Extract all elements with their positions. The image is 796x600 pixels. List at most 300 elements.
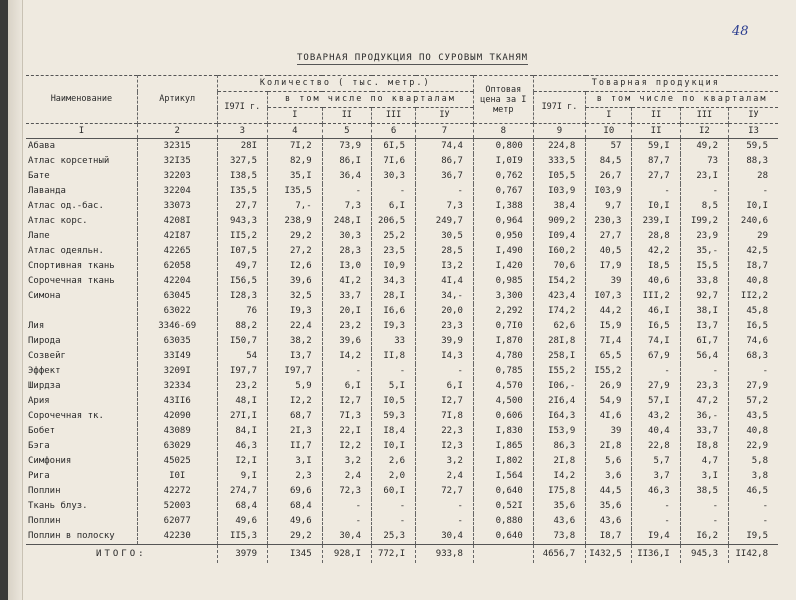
table-row — [26, 454, 778, 469]
cell-value: 6,I — [372, 199, 416, 214]
cell-value: I2,2 — [322, 439, 371, 454]
cell-article: 3346-69 — [137, 319, 217, 334]
cell-value: 2,6 — [372, 454, 416, 469]
cell-value: 26,7 — [586, 169, 632, 184]
cell-name: Бобет — [28, 426, 56, 436]
header-name: Наименование — [50, 94, 113, 104]
cell-value: 25,2 — [372, 229, 416, 244]
header-q3: III — [680, 108, 728, 124]
cell-value: I06,- — [533, 379, 586, 394]
cell-value: 248,I — [322, 214, 371, 229]
cell-value: - — [372, 499, 416, 514]
cell-value: I60,2 — [533, 244, 586, 259]
cell-value: 22,9 — [729, 439, 778, 454]
cell-value: 327,5 — [217, 154, 267, 169]
table-row — [26, 184, 778, 199]
cell-article: 32204 — [137, 184, 217, 199]
cell-value: - — [416, 499, 474, 514]
cell-value: I9,5 — [729, 529, 778, 545]
cell-value: I,870 — [473, 334, 533, 349]
cell-value: 4,500 — [473, 394, 533, 409]
cell-value: 28,5 — [416, 244, 474, 259]
cell-value: 5,8 — [729, 454, 778, 469]
cell-value: 36,7 — [416, 169, 474, 184]
cell-value: 28I — [217, 139, 267, 155]
table-row — [26, 259, 778, 274]
cell-value: 74,4 — [416, 139, 474, 155]
cell-value: 54,9 — [586, 394, 632, 409]
cell-name: Рига — [28, 471, 50, 481]
table-row — [26, 484, 778, 499]
cell-value: 5,7 — [632, 454, 680, 469]
cell-value: 46,3 — [217, 439, 267, 454]
cell-value: 34,- — [416, 289, 474, 304]
cell-value: I8,7 — [729, 259, 778, 274]
cell-value: 59,3 — [372, 409, 416, 424]
cell-value: 47,2 — [680, 394, 728, 409]
cell-value: 68,4 — [217, 499, 267, 514]
cell-name: Атлас од.-бас. — [28, 201, 104, 211]
cell-value: - — [322, 364, 371, 379]
cell-value: I4,2 — [322, 349, 371, 364]
cell-article: 42230 — [137, 529, 217, 545]
cell-value: I07,3 — [586, 289, 632, 304]
table-row — [26, 334, 778, 349]
header-output-year: I97I г. — [533, 92, 586, 124]
cell-value: 29,2 — [268, 529, 323, 545]
cell-value: 36,- — [680, 409, 728, 424]
table-row — [26, 439, 778, 454]
cell-name: Спортивная ткань — [28, 261, 115, 271]
cell-article: 3209I — [137, 364, 217, 379]
cell-value: 43,6 — [533, 514, 586, 529]
cell-value: - — [729, 184, 778, 199]
cell-value: 23,3 — [416, 319, 474, 334]
cell-value: I56,5 — [217, 274, 267, 289]
cell-value: I97,7 — [268, 364, 323, 379]
cell-value: 57 — [586, 139, 632, 155]
cell-value: I3,0 — [322, 259, 371, 274]
cell-value: 27,7 — [586, 229, 632, 244]
cell-value: 72,7 — [416, 484, 474, 499]
cell-value: 3,300 — [473, 289, 533, 304]
cell-value: 909,2 — [533, 214, 586, 229]
header-q4: IУ — [729, 108, 778, 124]
column-number-row — [26, 124, 778, 139]
cell-value: - — [372, 514, 416, 529]
cell-value: 39,6 — [268, 274, 323, 289]
cell-value: 0,950 — [473, 229, 533, 244]
table-row — [26, 304, 778, 319]
total-value — [473, 545, 533, 564]
cell-value: 240,6 — [729, 214, 778, 229]
cell-value: 23,I — [680, 169, 728, 184]
cell-name — [26, 304, 137, 319]
cell-value: I05,5 — [533, 169, 586, 184]
cell-value: I7,9 — [586, 259, 632, 274]
cell-value: 423,4 — [533, 289, 586, 304]
total-value: 945,3 — [680, 545, 728, 564]
cell-value: 0,985 — [473, 274, 533, 289]
cell-value: I8,4 — [372, 424, 416, 439]
cell-value: 7I,2 — [268, 139, 323, 155]
cell-value: I8,7 — [586, 529, 632, 545]
cell-value: 6,I — [416, 379, 474, 394]
cell-value: 28I,8 — [533, 334, 586, 349]
cell-value: 7I,4 — [586, 334, 632, 349]
cell-value: - — [372, 364, 416, 379]
cell-value: I35,5 — [268, 184, 323, 199]
cell-name: Сорочечная тк. — [28, 411, 104, 421]
cell-value: 28,I — [372, 289, 416, 304]
table-row — [26, 289, 778, 304]
column-number: 8 — [473, 124, 533, 139]
cell-value: 48,I — [217, 394, 267, 409]
total-row — [26, 545, 778, 564]
cell-value: 20,0 — [416, 304, 474, 319]
header-output: Товарная продукция — [533, 76, 778, 92]
column-number: 4 — [268, 124, 323, 139]
cell-value: 8,5 — [680, 199, 728, 214]
cell-value: I3,7 — [680, 319, 728, 334]
header-article: Артикул — [137, 76, 217, 124]
cell-value: 7I,3 — [322, 409, 371, 424]
table-row — [26, 529, 778, 545]
cell-value: 943,3 — [217, 214, 267, 229]
cell-value: 72,3 — [322, 484, 371, 499]
cell-article: 42272 — [137, 484, 217, 499]
cell-value: 28,3 — [322, 244, 371, 259]
cell-name: Созвейг — [28, 351, 66, 361]
cell-value: 59,I — [632, 139, 680, 155]
cell-value: I9,4 — [632, 529, 680, 545]
cell-value: 38,2 — [268, 334, 323, 349]
cell-value: 3,8 — [729, 469, 778, 484]
cell-value: - — [322, 514, 371, 529]
cell-value: I99,2 — [680, 214, 728, 229]
cell-article: 43II6 — [137, 394, 217, 409]
cell-value: - — [416, 514, 474, 529]
table-row — [26, 514, 778, 529]
cell-article: 63029 — [137, 439, 217, 454]
cell-value: 84,I — [217, 424, 267, 439]
cell-value: 22,3 — [416, 424, 474, 439]
cell-value: 42,5 — [729, 244, 778, 259]
cell-value: I0,5 — [372, 394, 416, 409]
cell-value: I2,2 — [268, 394, 323, 409]
cell-name: Поплин в полоску — [28, 531, 115, 541]
cell-value: 74,I — [632, 334, 680, 349]
cell-article: 33073 — [137, 199, 217, 214]
table-row — [26, 214, 778, 229]
header-wholesale-price: Оптовая цена за I метр — [473, 76, 533, 124]
cell-name: Симфония — [28, 456, 72, 466]
cell-article: 45025 — [137, 454, 217, 469]
cell-value: 40,8 — [729, 274, 778, 289]
cell-value: I03,9 — [586, 184, 632, 199]
cell-value: I8,5 — [632, 259, 680, 274]
cell-value: 27,2 — [268, 244, 323, 259]
header-quantity: Количество ( тыс. метр.) — [217, 76, 473, 92]
cell-name: Лия — [28, 321, 45, 331]
cell-value: 28 — [729, 169, 778, 184]
table-row — [26, 349, 778, 364]
cell-value: 7,- — [268, 199, 323, 214]
cell-value: I07,5 — [217, 244, 267, 259]
cell-value: 68,7 — [268, 409, 323, 424]
cell-value: 65,5 — [586, 349, 632, 364]
cell-value: 239,I — [632, 214, 680, 229]
cell-value: 274,7 — [217, 484, 267, 499]
cell-article: 32334 — [137, 379, 217, 394]
cell-value: 62,6 — [533, 319, 586, 334]
cell-name: Сорочечная ткань — [28, 276, 115, 286]
cell-article: 33I49 — [137, 349, 217, 364]
column-number: I2 — [680, 124, 728, 139]
cell-value: 2I,8 — [586, 439, 632, 454]
column-number: I0 — [586, 124, 632, 139]
page-number: 48 — [732, 24, 749, 39]
cell-value: 29,2 — [268, 229, 323, 244]
total-value: I432,5 — [586, 545, 632, 564]
cell-article: 4208I — [137, 214, 217, 229]
cell-value: 49,6 — [217, 514, 267, 529]
cell-value: 27,7 — [217, 199, 267, 214]
cell-name: Бате — [28, 171, 50, 181]
cell-value: I64,3 — [533, 409, 586, 424]
cell-value: - — [680, 364, 728, 379]
cell-value: - — [729, 364, 778, 379]
cell-value: 92,7 — [680, 289, 728, 304]
cell-value: I6,6 — [372, 304, 416, 319]
cell-article: 42I87 — [137, 229, 217, 244]
cell-value: 5,6 — [586, 454, 632, 469]
cell-value: 35,6 — [586, 499, 632, 514]
cell-article: 32315 — [137, 139, 217, 155]
cell-value: 4,780 — [473, 349, 533, 364]
cell-value: 4,7 — [680, 454, 728, 469]
cell-value: 25,3 — [372, 529, 416, 545]
cell-value: 87,7 — [632, 154, 680, 169]
cell-value: I4,3 — [416, 349, 474, 364]
cell-value: I,865 — [473, 439, 533, 454]
cell-value: 33,7 — [322, 289, 371, 304]
table-body — [26, 139, 778, 545]
column-number: 5 — [322, 124, 371, 139]
cell-article: 52003 — [137, 499, 217, 514]
cell-value: 2,3 — [268, 469, 323, 484]
cell-value: I97,7 — [217, 364, 267, 379]
table-row — [26, 499, 778, 514]
cell-value: 6I,5 — [372, 139, 416, 155]
cell-name: Ария — [28, 396, 50, 406]
total-value: II36,I — [632, 545, 680, 564]
cell-name: Атлас корс. — [28, 216, 88, 226]
cell-value: I6,2 — [680, 529, 728, 545]
cell-value: 27,9 — [632, 379, 680, 394]
cell-name: Ткань блуз. — [28, 501, 88, 511]
cell-name: Лаванда — [28, 186, 66, 196]
cell-value: 44,5 — [586, 484, 632, 499]
cell-value: 2,292 — [473, 304, 533, 319]
cell-value: I0,I — [372, 439, 416, 454]
cell-value: 249,7 — [416, 214, 474, 229]
cell-value: 4I,6 — [586, 409, 632, 424]
cell-value: 88,2 — [217, 319, 267, 334]
cell-value: 70,6 — [533, 259, 586, 274]
cell-value: 76 — [217, 304, 267, 319]
cell-value: - — [416, 184, 474, 199]
cell-value: I3,7 — [268, 349, 323, 364]
column-number: 3 — [217, 124, 267, 139]
cell-article: 63022 — [137, 304, 217, 319]
table-row — [26, 424, 778, 439]
cell-value: II,7 — [268, 439, 323, 454]
cell-name: Поплин — [28, 486, 61, 496]
cell-value: 35,6 — [533, 499, 586, 514]
cell-value: 68,3 — [729, 349, 778, 364]
cell-value: 49,6 — [268, 514, 323, 529]
cell-article: I0I — [137, 469, 217, 484]
cell-name: Ширдза — [28, 381, 61, 391]
cell-article: 42090 — [137, 409, 217, 424]
cell-value: 26,9 — [586, 379, 632, 394]
cell-value: I,420 — [473, 259, 533, 274]
cell-value: I6,5 — [729, 319, 778, 334]
cell-value: II,8 — [372, 349, 416, 364]
cell-value: 6,I — [322, 379, 371, 394]
cell-value: I0,9 — [372, 259, 416, 274]
cell-value: 73 — [680, 154, 728, 169]
cell-value: I,564 — [473, 469, 533, 484]
cell-value: - — [680, 184, 728, 199]
cell-value: I9,3 — [268, 304, 323, 319]
cell-value: 34,3 — [372, 274, 416, 289]
column-number: 6 — [372, 124, 416, 139]
cell-value: 2I,3 — [268, 424, 323, 439]
header-q1: I — [586, 108, 632, 124]
cell-value: 22,8 — [632, 439, 680, 454]
column-number: I — [26, 124, 137, 139]
cell-value: - — [632, 184, 680, 199]
cell-value: I2,I — [217, 454, 267, 469]
cell-value: 0,800 — [473, 139, 533, 155]
cell-name: Бэга — [28, 441, 50, 451]
table-row — [26, 139, 778, 155]
cell-value: 3,I — [680, 469, 728, 484]
table-row — [26, 379, 778, 394]
header-q3: III — [372, 108, 416, 124]
cell-value: 39,9 — [416, 334, 474, 349]
cell-value: 46,3 — [632, 484, 680, 499]
cell-value: 40,8 — [729, 424, 778, 439]
header-quantity-year: I97I г. — [217, 92, 267, 124]
cell-value: 74,6 — [729, 334, 778, 349]
total-value: I345 — [268, 545, 323, 564]
cell-value: I09,4 — [533, 229, 586, 244]
cell-name: Лапе — [28, 231, 50, 241]
cell-value: 0,880 — [473, 514, 533, 529]
cell-value: 2,4 — [416, 469, 474, 484]
cell-value: 36,4 — [322, 169, 371, 184]
cell-value: I,802 — [473, 454, 533, 469]
column-number: II — [632, 124, 680, 139]
cell-value: 49,2 — [680, 139, 728, 155]
cell-value: 44,2 — [586, 304, 632, 319]
cell-name: Абава — [28, 141, 56, 151]
cell-value: 40,4 — [632, 424, 680, 439]
cell-article: 62077 — [137, 514, 217, 529]
cell-value: 9,7 — [586, 199, 632, 214]
cell-value: 30,4 — [416, 529, 474, 545]
cell-value: I,830 — [473, 424, 533, 439]
cell-value: 22,4 — [268, 319, 323, 334]
cell-value: I0,I — [729, 199, 778, 214]
cell-value: 57,I — [632, 394, 680, 409]
cell-value: 86,I — [322, 154, 371, 169]
cell-value: 4I,2 — [322, 274, 371, 289]
cell-value: - — [322, 499, 371, 514]
cell-value: 6I,7 — [680, 334, 728, 349]
page-title: ТОВАРНАЯ ПРОДУКЦИЯ ПО СУРОВЫМ ТКАНЯМ — [297, 53, 529, 63]
cell-value: 33 — [372, 334, 416, 349]
cell-value: - — [729, 499, 778, 514]
header-quantity-quarters: в том числе по кварталам — [268, 92, 474, 108]
cell-value: I6,5 — [632, 319, 680, 334]
cell-value: I5,9 — [586, 319, 632, 334]
header-output-quarters: в том числе по кварталам — [586, 92, 778, 108]
cell-article: 32I35 — [137, 154, 217, 169]
cell-value: 59,5 — [729, 139, 778, 155]
cell-article: 63035 — [137, 334, 217, 349]
cell-value: I5,5 — [680, 259, 728, 274]
cell-value: 46,5 — [729, 484, 778, 499]
cell-value: 28,8 — [632, 229, 680, 244]
total-value: 933,8 — [416, 545, 474, 564]
cell-value: I75,8 — [533, 484, 586, 499]
cell-value: - — [680, 499, 728, 514]
column-number: 2 — [137, 124, 217, 139]
cell-value: 49,7 — [217, 259, 267, 274]
cell-value: I53,9 — [533, 424, 586, 439]
cell-value: 0,785 — [473, 364, 533, 379]
header-q2: II — [632, 108, 680, 124]
cell-value: - — [416, 364, 474, 379]
cell-value: 3,7 — [632, 469, 680, 484]
cell-value: - — [322, 184, 371, 199]
cell-value: 0,762 — [473, 169, 533, 184]
cell-value: I2,3 — [416, 439, 474, 454]
cell-value: 4I,4 — [416, 274, 474, 289]
cell-value: 43,2 — [632, 409, 680, 424]
cell-value: 43,5 — [729, 409, 778, 424]
cell-value: 5,I — [372, 379, 416, 394]
cell-value: 60,I — [372, 484, 416, 499]
cell-value: 0,964 — [473, 214, 533, 229]
cell-value: I38,5 — [217, 169, 267, 184]
cell-value: 0,767 — [473, 184, 533, 199]
cell-value: 0,606 — [473, 409, 533, 424]
cell-value: 39 — [586, 274, 632, 289]
cell-value: 69,6 — [268, 484, 323, 499]
cell-value: 39,6 — [322, 334, 371, 349]
cell-value: II5,2 — [217, 229, 267, 244]
cell-value: I,388 — [473, 199, 533, 214]
cell-value: 82,9 — [268, 154, 323, 169]
header-q4: IУ — [416, 108, 474, 124]
cell-value: 23,9 — [680, 229, 728, 244]
cell-value: 40,5 — [586, 244, 632, 259]
